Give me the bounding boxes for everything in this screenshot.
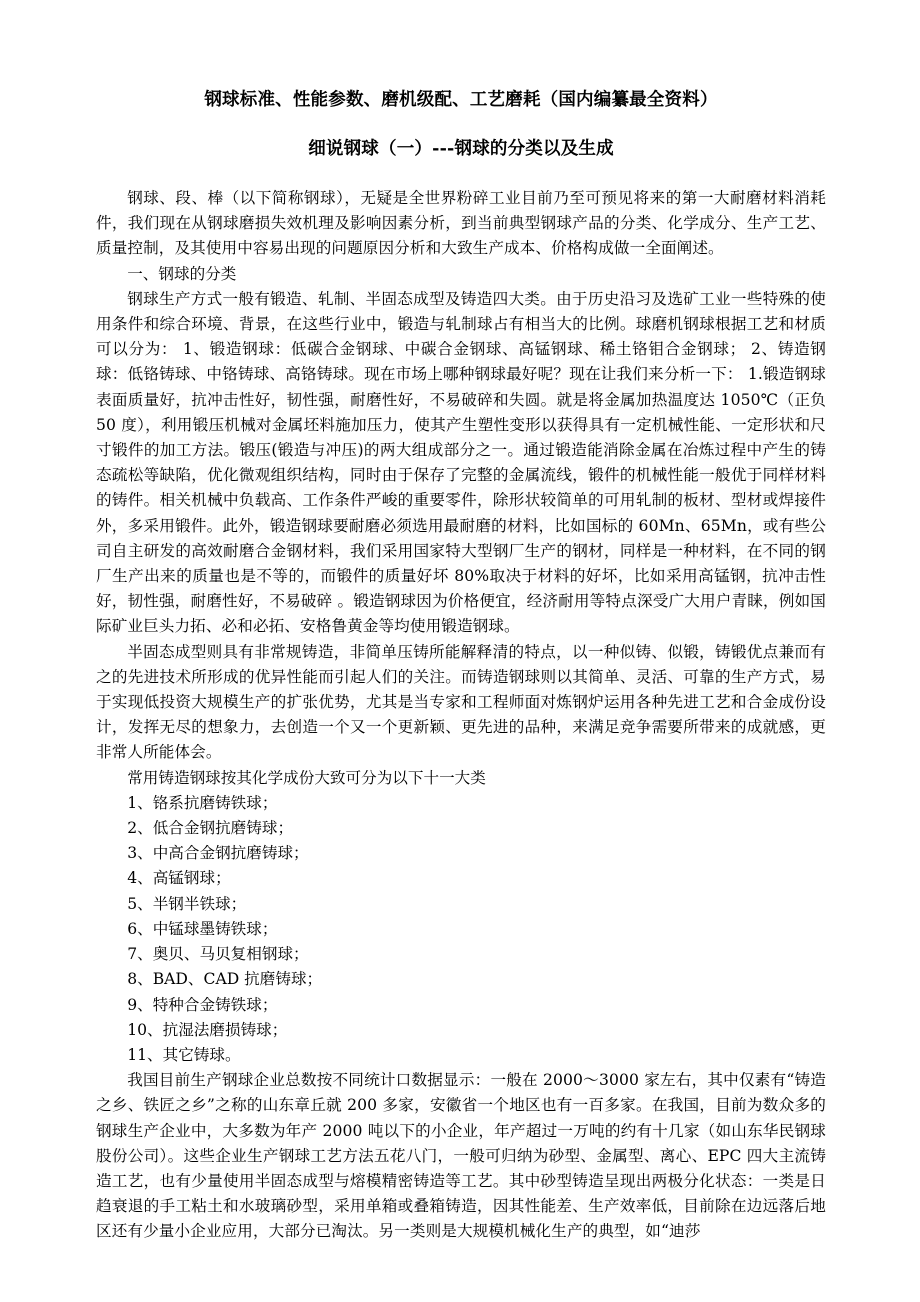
document-title-sub: 细说钢球（一）---钢球的分类以及生成 [308, 139, 614, 159]
list-item: 5、半钢半铁球； [127, 894, 247, 913]
list-item: 6、中锰球墨铸铁球； [127, 919, 278, 938]
list-item: 8、BAD、CAD 抗磨铸球； [127, 970, 323, 989]
section-heading-classification: 一、钢球的分类 [127, 264, 237, 283]
paragraph-intro: 钢球、段、棒（以下简称钢球），无疑是全世界粉碎工业目前乃至可预见将来的第一大耐磨材料消耗件，我们现在从钢球磨损失效机理及影响因素分析，到当前典型钢球产品的分类、化学成分、生产工艺、质量控制，及其使用中容易出现的问题原因分析和大致生产成本、价格构成做一全面阐述。 [96, 189, 826, 258]
list-item: 1、铬系抗磨铸铁球； [127, 793, 278, 812]
list-item: 3、中高合金钢抗磨铸球； [127, 844, 309, 863]
document-body [96, 0, 826, 1245]
document-title-main: 钢球标准、性能参数、磨机级配、工艺磨耗（国内编纂最全资料） [204, 90, 718, 110]
paragraph-classification: 钢球生产方式一般有锻造、轧制、半固态成型及铸造四大类。由于历史沿习及选矿工业一些特殊的使用条件和综合环境、背景，在这些行业中，锻造与轧制球占有相当大的比例。球磨机钢球根据工艺和材质可以分为： 1、锻造钢球：低碳合金钢球、中碳合金钢球、高锰钢球、稀土铬钼合金钢球； 2、铸造钢球：低铬铸球、中铬铸球、高铬铸球。现在市场上哪种钢球最好呢？现在让我们来分析一下： 1.锻造钢球 表面质量好，抗冲击性好，韧性强，耐磨性好，不易破碎和失圆。就是将金属加热温度达 1050℃（正负 50 度），利用锻压机械对金属坯料施加压力，使其产生塑性变形以获得具有一定机械性能、一定形状和尺寸锻件的加工方法。锻压(锻造与冲压)的两大组成部分之一。通过锻造能消除金属在冶炼过程中产生的铸态疏松等缺陷，优化微观组织结构，同时由于保存了完整的金属流线，锻件的机械性能一般优于同样材料的铸件。相关机械中负载高、工作条件严峻的重要零件，除形状较简单的可用轧制的板材、型材或焊接件外，多采用锻件。此外，锻造钢球要耐磨必须选用最耐磨的材料，比如国标的 60Mn、65Mn，或有些公司自主研发的高效耐磨合金钢材料，我们采用国家特大型钢厂生产的钢材，同样是一种材料，在不同的钢厂生产出来的质量也是不等的，而锻件的质量好坏 80%取决于材料的好坏，比如采用高锰钢，抗冲击性好，韧性强，耐磨性好，不易破碎 。锻造钢球因为价格便宜，经济耐用等特点深受广大用户青睐，例如国际矿业巨头力拓、必和必拓、安格鲁黄金等均使用锻造钢球。 [96, 289, 826, 636]
list-item: 2、低合金钢抗磨铸球； [127, 819, 294, 838]
list-item: 7、奥贝、马贝复相钢球； [127, 945, 309, 964]
list-item: 9、特种合金铸铁球； [127, 995, 278, 1014]
list-item: 10、抗湿法磨损铸球； [127, 1020, 288, 1039]
paragraph-conclusion: 我国目前生产钢球企业总数按不同统计口数据显示：一般在 2000～3000 家左右，其中仅素有“铸造之乡、铁匠之乡”之称的山东章丘就 200 多家，安徽省一个地区也有一百多家。在我国，目前为数众多的钢球生产企业中，大多数为年产 2000 吨以下的小企业，年产超过一万吨的约有十几家（如山东华民钢球股份公司）。这些企业生产钢球工艺方法五花八门，一般可归纳为砂型、金属型、离心、EPC 四大主流铸造工艺，也有少量使用半固态成型与熔模精密铸造等工艺。其中砂型铸造呈现出两极分化状态：一类是日趋衰退的手工粘土和水玻璃砂型，采用单箱或叠箱铸造，因其性能差、生产效率低，目前除在边远落后地区还有少量小企业应用，大部分已淘汰。另一类则是大规模机械化生产的典型，如“迪莎 [96, 1071, 826, 1241]
cast-ball-category-list [96, 791, 826, 1068]
paragraph-list-intro: 常用铸造钢球按其化学成份大致可分为以下十一大类 [127, 768, 486, 787]
paragraph-semisolid: 半固态成型则具有非常规铸造，非简单压铸所能解释清的特点，以一种似铸、似锻，铸锻优点兼而有之的先进技术所形成的优异性能而引起人们的关注。而铸造钢球则以其简单、灵活、可靠的生产方式，易于实现低投资大规模生产的扩张优势，尤其是当专家和工程师面对炼钢炉运用各种先进工艺和合金成份设计，发挥无尽的想象力，去创造一个又一个更新颖、更先进的品种，来满足竞争需要所带来的成就感，更非常人所能体会。 [96, 642, 826, 762]
list-item: 4、高锰钢球； [127, 869, 231, 888]
list-item: 11、其它铸球。 [127, 1045, 241, 1064]
